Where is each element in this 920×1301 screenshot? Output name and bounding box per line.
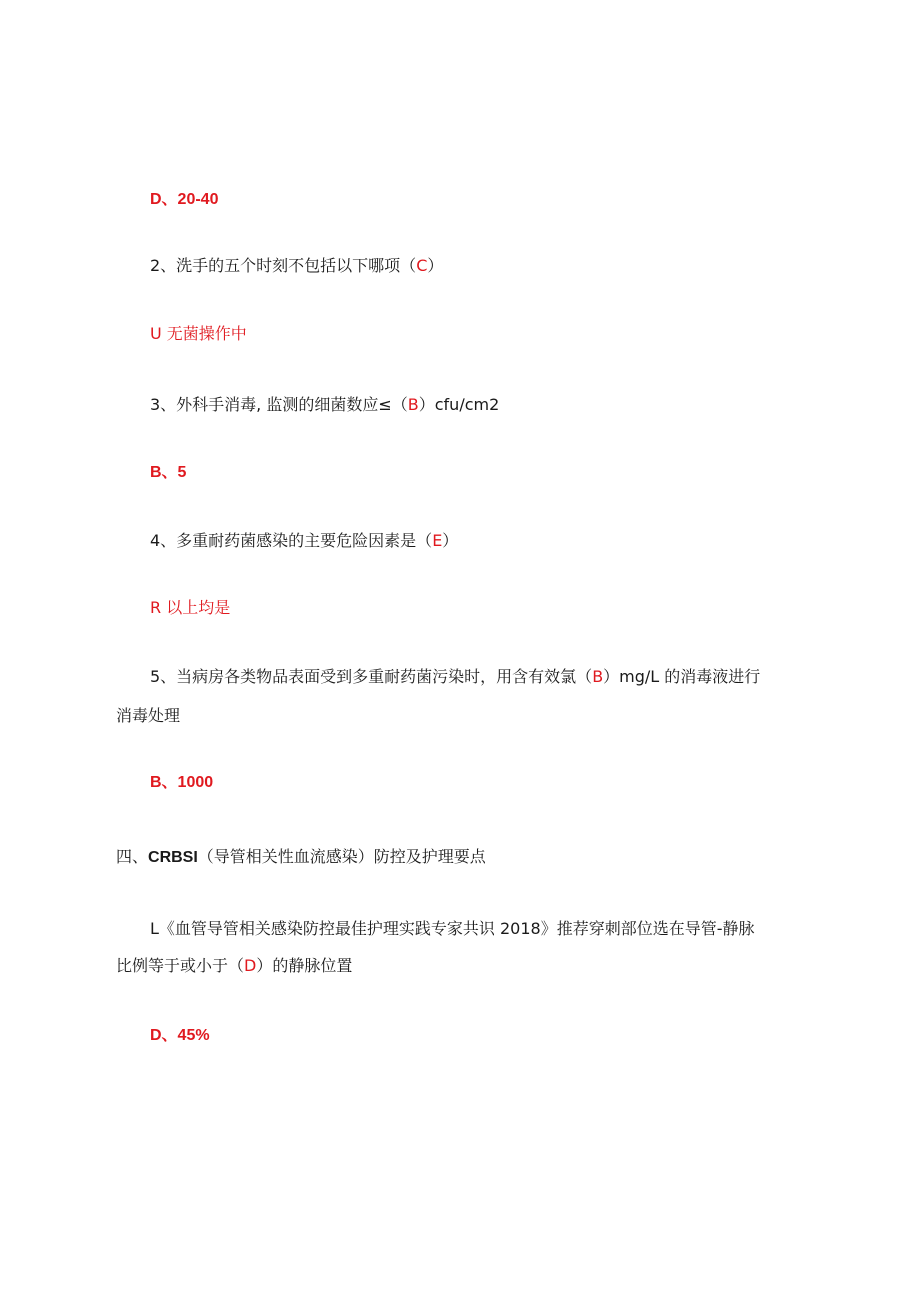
answer-option: D、45% xyxy=(150,1027,210,1044)
answer-option: R 以上均是 xyxy=(150,598,231,617)
question-text: 比例等于或小于（ xyxy=(116,956,245,975)
question-text-end: ） xyxy=(442,531,459,550)
question-text: 3、外科手消毒, 监测的细菌数应≤（ xyxy=(150,395,408,414)
question-text: 4、多重耐药菌感染的主要危险因素是（ xyxy=(150,531,433,550)
question-text-end: ） xyxy=(427,256,444,275)
answer-letter: E xyxy=(432,531,443,550)
answer-option: U 无菌操作中 xyxy=(150,324,247,343)
question-5-continued: 消毒处理 xyxy=(116,706,181,725)
section-title: （导管相关性血流感染）防控及护理要点 xyxy=(197,847,486,866)
question-text-end: ）cfu∕cm2 xyxy=(418,395,500,414)
question-text: 5、当病房各类物品表面受到多重耐药菌污染时，用含有效氯（ xyxy=(150,667,593,686)
question-text-end: ）mg/L 的消毒液进行 xyxy=(603,667,761,686)
answer-letter: B xyxy=(407,395,419,414)
section-acronym: CRBSI xyxy=(148,849,198,866)
question-text: 2、洗手的五个时刻不包括以下哪项（ xyxy=(150,256,417,275)
answer-option: B、1000 xyxy=(150,774,214,791)
answer-option: D、20-40 xyxy=(150,191,219,208)
question-text-end: ）的静脉位置 xyxy=(256,956,353,975)
answer-letter: B xyxy=(592,667,604,686)
answer-option: B、5 xyxy=(150,464,187,481)
question-1-continued xyxy=(116,956,352,976)
question-1: L《血管导管相关感染防控最佳护理实践专家共识 2018》推荐穿刺部位选在导管-静脉 xyxy=(150,919,755,938)
answer-letter: D xyxy=(244,956,257,975)
section-number: 四、 xyxy=(116,847,149,866)
question-4 xyxy=(150,531,458,551)
question-5 xyxy=(150,667,760,687)
section-heading xyxy=(116,847,486,868)
question-2 xyxy=(150,256,443,276)
answer-letter: C xyxy=(416,256,428,275)
question-3 xyxy=(150,395,499,415)
